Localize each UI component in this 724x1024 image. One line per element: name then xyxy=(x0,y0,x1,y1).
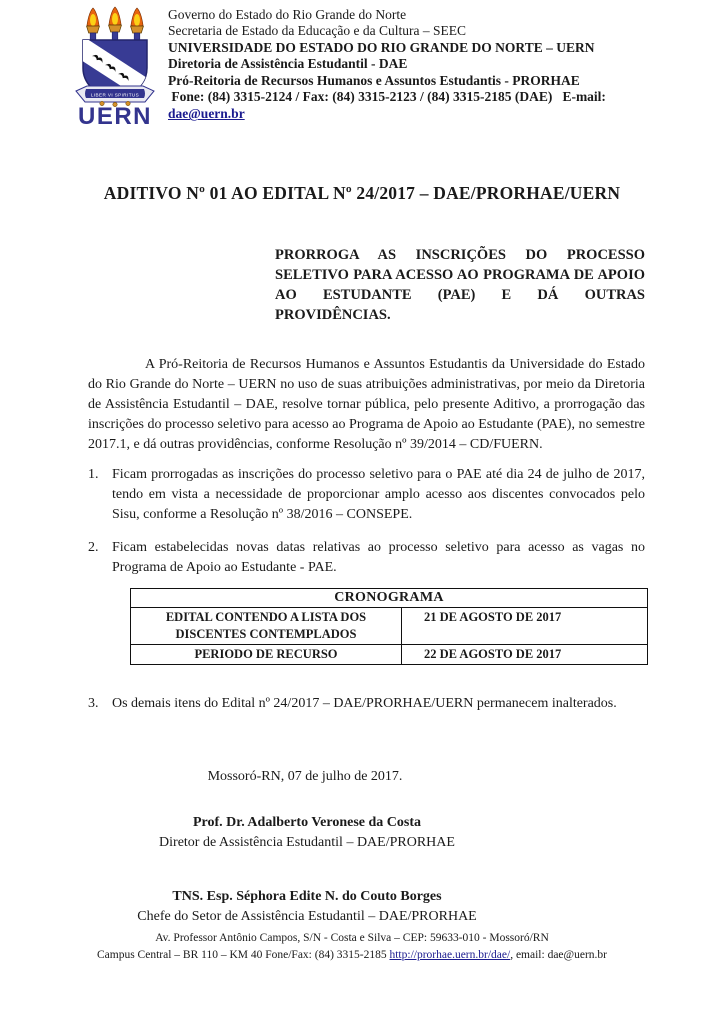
signatory-role: Diretor de Assistência Estudantil – DAE/PRORHAE xyxy=(159,835,455,850)
footer-contact-text: Campus Central – BR 110 – KM 40 Fone/Fax: (84) 3315-2185 xyxy=(96,949,390,961)
cronograma-table xyxy=(130,588,648,665)
list-item xyxy=(88,465,645,525)
letterhead-phone-line: Fone: (84) 3315-2124 / Fax: (84) 3315-2123 / (84) 3315-2185 (DAE) E-mail: xyxy=(168,89,606,105)
list-item-text: Ficam estabelecidas novas datas relativas ao processo seletivo para acesso as vagas no Programa de Apoio ao Estudante - PAE. xyxy=(112,540,645,575)
intro-paragraph: A Pró-Reitoria de Recursos Humanos e Assuntos Estudantis da Universidade do Estado do Rio Grande do Norte – UERN no uso de suas atribuições administrativas, por meio da Diretoria de Assistência Estudantil – DAE, resolve tornar pública, pelo presente Aditivo, a prorrogação das inscrições do processo seletivo para acesso ao Programa de Apoio ao Estudante (PAE), no semestre 2017.1, e dá outras providências, conforme Resolução nº 39/2014 – CD/FUERN. xyxy=(88,357,645,452)
list-item-text: Ficam prorrogadas as inscrições do processo seletivo para o PAE até dia 24 de julho de 2017, tendo em vista a necessidade de proporcionar amplo acesso aos discentes convocados pelo Sisu, conforme a Resolução nº 38/2016 – CONSEPE. xyxy=(112,467,645,522)
document-title: ADITIVO Nº 01 AO EDITAL Nº 24/2017 – DAE/PRORHAE/UERN xyxy=(103,183,621,203)
ribbon-text: LIBER VI SPIRITUS xyxy=(90,92,140,98)
footer-contact-line xyxy=(0,947,704,964)
signatory-role: Chefe do Setor de Assistência Estudantil – DAE/PRORHAE xyxy=(137,909,477,924)
torch-icon xyxy=(131,8,144,42)
uern-wordmark: UERN xyxy=(77,103,153,127)
list-item-number: 2. xyxy=(88,540,99,555)
table-cell-date: 21 DE AGOSTO DE 2017 xyxy=(402,608,648,645)
footer-email-text: , email: dae@uern.br xyxy=(510,949,608,961)
footer-address-line: Av. Professor Antônio Campos, S/N - Costa e Silva – CEP: 59633-010 - Mossoró/RN xyxy=(155,932,549,944)
list-item-number: 3. xyxy=(88,696,99,711)
letterhead-line: Pró-Reitoria de Recursos Humanos e Assuntos Estudantis - PRORHAE xyxy=(168,72,580,88)
table-cell-event: PERIODO DE RECURSO xyxy=(131,645,402,665)
table-row xyxy=(131,645,648,665)
table-row xyxy=(131,608,648,645)
list-item xyxy=(88,538,645,578)
ementa-summary: PRORROGA AS INSCRIÇÕES DO PROCESSO SELETIVO PARA ACESSO AO PROGRAMA DE APOIO AO ESTUDANTE (PAE) E DÁ OUTRAS PROVIDÊNCIAS. xyxy=(275,247,645,323)
letterhead-line: UNIVERSIDADE DO ESTADO DO RIO GRANDE DO NORTE – UERN xyxy=(168,39,595,55)
signature xyxy=(0,887,614,927)
letterhead-line: Diretoria de Assistência Estudantil - DAE xyxy=(168,56,408,72)
list-item-text: Os demais itens do Edital nº 24/2017 – DAE/PRORHAE/UERN permanecem inalterados. xyxy=(112,696,617,711)
signature xyxy=(0,813,614,853)
letterhead xyxy=(0,0,724,127)
header-email-link[interactable]: dae@uern.br xyxy=(168,106,245,122)
signatory-name: Prof. Dr. Adalberto Veronese da Costa xyxy=(192,815,422,830)
footer-url-link[interactable]: http://prorhae.uern.br/dae/ xyxy=(389,949,511,961)
table-header-row xyxy=(131,589,648,608)
table-cell-date: 22 DE AGOSTO DE 2017 xyxy=(402,645,648,665)
letterhead-line: Governo do Estado do Rio Grande do Norte xyxy=(168,7,407,22)
letterhead-text xyxy=(168,5,606,123)
dateline: Mossoró-RN, 07 de julho de 2017. xyxy=(207,769,403,784)
torch-icon xyxy=(87,8,100,42)
page-footer xyxy=(0,930,724,964)
table-title: CRONOGRAMA xyxy=(131,589,648,608)
table-cell-event: EDITAL CONTENDO A LISTA DOS DISCENTES CONTEMPLADOS xyxy=(131,608,402,645)
letterhead-line: Secretaria de Estado da Educação e da Cultura – SEEC xyxy=(168,23,467,39)
torch-icon xyxy=(109,7,122,41)
list-item-number: 1. xyxy=(88,467,99,482)
list-item xyxy=(88,694,645,714)
signatory-name: TNS. Esp. Séphora Edite N. do Couto Borges xyxy=(172,889,442,904)
signature-block xyxy=(0,813,614,927)
uern-crest-logo xyxy=(74,5,156,127)
